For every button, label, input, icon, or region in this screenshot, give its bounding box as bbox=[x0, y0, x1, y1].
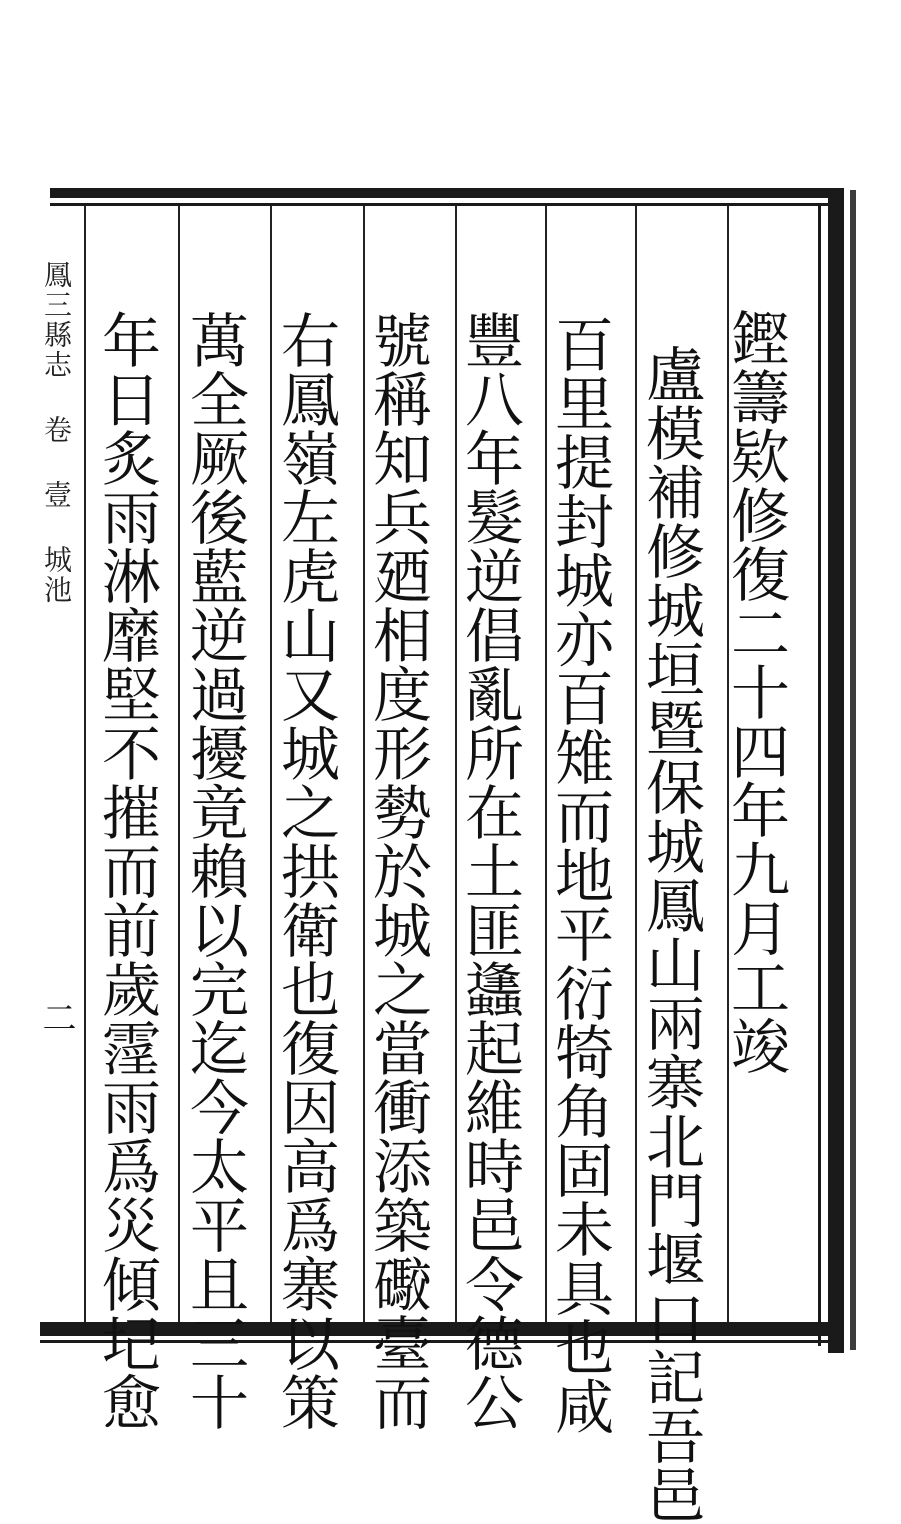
frame-top-border bbox=[50, 188, 840, 198]
text-column-8: 年日炙雨淋靡堅不摧而前歲霪雨爲災傾圮愈 bbox=[92, 310, 161, 1431]
text-column-5: 號稱知兵廼相度形勢於城之當衝添築礮臺而 bbox=[363, 310, 432, 1431]
frame-right-inner-border bbox=[818, 206, 821, 1346]
text-column-4: 豐八年髮逆倡亂所在土匪蠭起維時邑令德公 bbox=[455, 310, 524, 1431]
text-column-1: 鏗籌欵修復二十四年九月工竣 bbox=[721, 308, 790, 1075]
text-column-2: 盧模補修城垣暨保城鳳山兩寨北門堰口記吾邑 bbox=[636, 344, 705, 1524]
page-number: 二 bbox=[36, 1000, 76, 1034]
text-column-7: 萬全厥後藍逆過擾竟賴以完迄今太平且三十 bbox=[180, 310, 249, 1431]
fore-edge-label: 鳳三縣志 卷 壹 城池 bbox=[40, 260, 73, 605]
column-rule bbox=[84, 206, 86, 1322]
frame-top-inner-border bbox=[50, 203, 840, 206]
frame-right-border bbox=[828, 188, 844, 1353]
binding-edge bbox=[850, 190, 856, 1350]
text-column-6: 右鳳嶺左虎山又城之拱衛也復因高爲寨以策 bbox=[271, 310, 340, 1431]
text-column-3: 百里提封城亦百雉而地平衍犄角固未具也咸 bbox=[545, 314, 614, 1435]
